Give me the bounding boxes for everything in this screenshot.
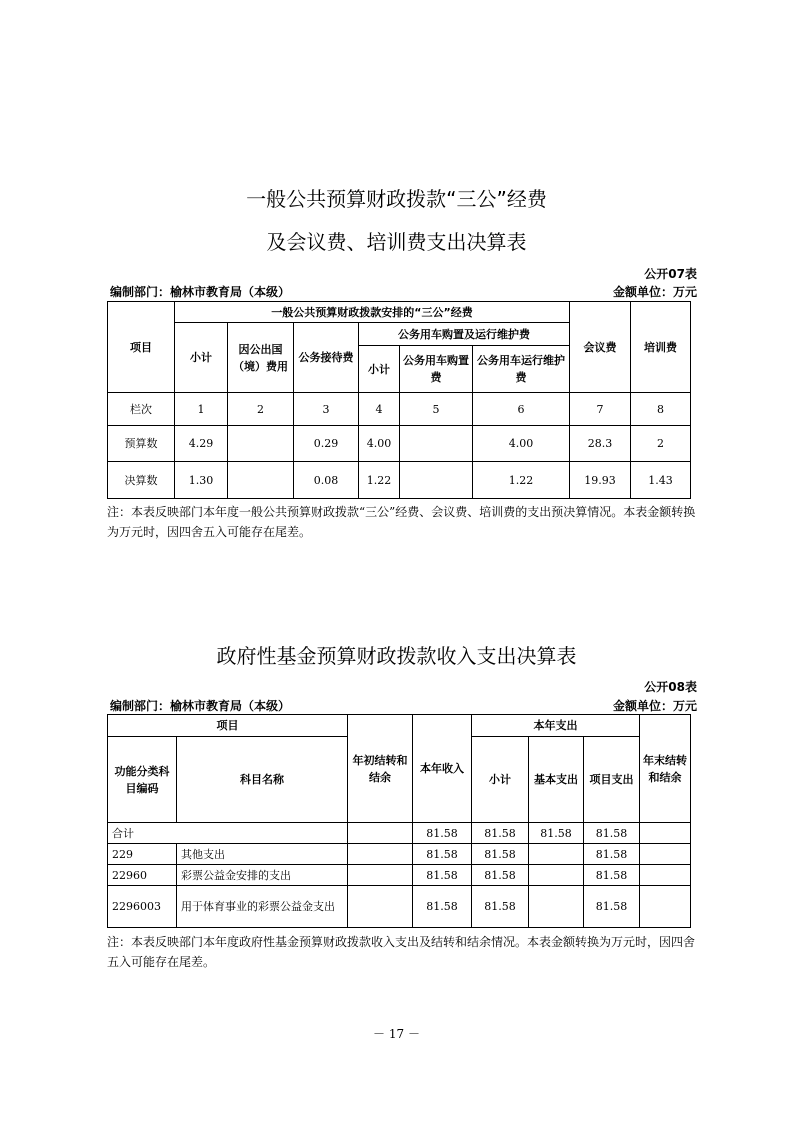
cell: 5 — [400, 393, 473, 426]
name-cell: 彩票公益金安排的支出 — [177, 865, 348, 886]
t2-header-end: 年末结转和结余 — [640, 715, 691, 823]
t1-header-car-subtotal: 小计 — [359, 346, 400, 393]
t1-header-meeting: 会议费 — [570, 302, 631, 393]
table1-form-number: 公开07表 — [644, 267, 697, 281]
table1-title-line1: 一般公共预算财政拨款“三公”经费 — [246, 187, 547, 211]
cell — [228, 426, 294, 462]
table1-unit: 金额单位：万元 — [612, 285, 697, 299]
t1-header-sangong: 一般公共预算财政拨款安排的“三公”经费 — [175, 302, 570, 323]
table2-title: 政府性基金预算财政拨款收入支出决算表 — [216, 644, 577, 668]
table1-department: 编制部门：榆林市教育局（本级） — [110, 285, 291, 299]
cell — [640, 823, 691, 844]
cell: 81.58 — [472, 886, 529, 928]
cell: 81.58 — [413, 844, 472, 865]
cell — [228, 462, 294, 499]
cell — [529, 886, 584, 928]
page-number: － 17 － — [373, 1027, 420, 1041]
code-cell: 2296003 — [108, 886, 177, 928]
cell: 81.58 — [472, 844, 529, 865]
cell: 19.93 — [570, 462, 631, 499]
row-label: 栏次 — [108, 393, 175, 426]
cell: 1.22 — [473, 462, 570, 499]
cell: 81.58 — [472, 823, 529, 844]
cell: 81.58 — [413, 886, 472, 928]
code-cell: 22960 — [108, 865, 177, 886]
cell: 4.29 — [175, 426, 228, 462]
total-label: 合计 — [108, 823, 348, 844]
cell — [348, 886, 413, 928]
cell: 7 — [570, 393, 631, 426]
name-cell: 其他支出 — [177, 844, 348, 865]
cell: 81.58 — [584, 886, 640, 928]
cell: 3 — [294, 393, 359, 426]
t2-header-name: 科目名称 — [177, 737, 348, 823]
cell — [640, 844, 691, 865]
t2-header-project: 项目支出 — [584, 737, 640, 823]
t2-header-basic: 基本支出 — [529, 737, 584, 823]
cell: 4.00 — [359, 426, 400, 462]
cell: 81.58 — [413, 823, 472, 844]
table-row — [108, 393, 691, 426]
t1-header-car-run: 公务用车运行维护费 — [473, 346, 570, 393]
t2-header-subtotal: 小计 — [472, 737, 529, 823]
cell: 81.58 — [529, 823, 584, 844]
t2-header-item: 项目 — [108, 715, 348, 737]
table2-department: 编制部门：榆林市教育局（本级） — [110, 699, 291, 713]
t1-header-reception: 公务接待费 — [294, 323, 359, 393]
cell: 81.58 — [584, 823, 640, 844]
cell: 81.58 — [584, 865, 640, 886]
table2-form-number: 公开08表 — [644, 680, 697, 694]
cell: 81.58 — [413, 865, 472, 886]
cell: 28.3 — [570, 426, 631, 462]
cell: 81.58 — [584, 844, 640, 865]
name-cell: 用于体育事业的彩票公益金支出 — [177, 886, 348, 928]
table1 — [107, 301, 691, 499]
cell: 1.43 — [631, 462, 691, 499]
table-row — [108, 462, 691, 499]
cell — [640, 865, 691, 886]
row-label: 预算数 — [108, 426, 175, 462]
cell: 0.29 — [294, 426, 359, 462]
cell — [348, 823, 413, 844]
table2 — [107, 714, 691, 928]
table-row — [108, 426, 691, 462]
cell — [640, 886, 691, 928]
cell — [400, 462, 473, 499]
cell: 1.30 — [175, 462, 228, 499]
t1-header-abroad: 因公出国（境）费用 — [228, 323, 294, 393]
code-cell: 229 — [108, 844, 177, 865]
cell — [348, 865, 413, 886]
row-label: 决算数 — [108, 462, 175, 499]
table-row — [108, 865, 691, 886]
table1-title-line2: 及会议费、培训费支出决算表 — [266, 230, 527, 254]
t1-header-training: 培训费 — [631, 302, 691, 393]
table-row — [108, 886, 691, 928]
t2-header-expense: 本年支出 — [472, 715, 640, 737]
t1-header-subtotal: 小计 — [175, 323, 228, 393]
cell: 6 — [473, 393, 570, 426]
table-row-total — [108, 823, 691, 844]
cell: 2 — [631, 426, 691, 462]
cell: 0.08 — [294, 462, 359, 499]
cell: 2 — [228, 393, 294, 426]
t1-header-car-purchase: 公务用车购置费 — [400, 346, 473, 393]
t1-header-item: 项目 — [108, 302, 175, 393]
cell — [400, 426, 473, 462]
cell: 81.58 — [472, 865, 529, 886]
table1-note: 注：本表反映部门本年度一般公共预算财政拨款“三公”经费、会议费、培训费的支出预决算情况。本表金额转换为万元时，因四舍五入可能存在尾差。 — [107, 505, 696, 539]
cell: 1 — [175, 393, 228, 426]
cell: 8 — [631, 393, 691, 426]
table2-note: 注：本表反映部门本年度政府性基金预算财政拨款收入支出及结转和结余情况。本表金额转换为万元时，因四舍五入可能存在尾差。 — [107, 935, 696, 969]
table2-unit: 金额单位：万元 — [612, 699, 697, 713]
cell — [529, 844, 584, 865]
cell: 1.22 — [359, 462, 400, 499]
cell — [529, 865, 584, 886]
t2-header-code: 功能分类科目编码 — [108, 737, 177, 823]
cell: 4 — [359, 393, 400, 426]
t2-header-income: 本年收入 — [413, 715, 472, 823]
table-row — [108, 844, 691, 865]
cell: 4.00 — [473, 426, 570, 462]
cell — [348, 844, 413, 865]
t1-header-car-group: 公务用车购置及运行维护费 — [359, 323, 570, 346]
t2-header-begin: 年初结转和结余 — [348, 715, 413, 823]
